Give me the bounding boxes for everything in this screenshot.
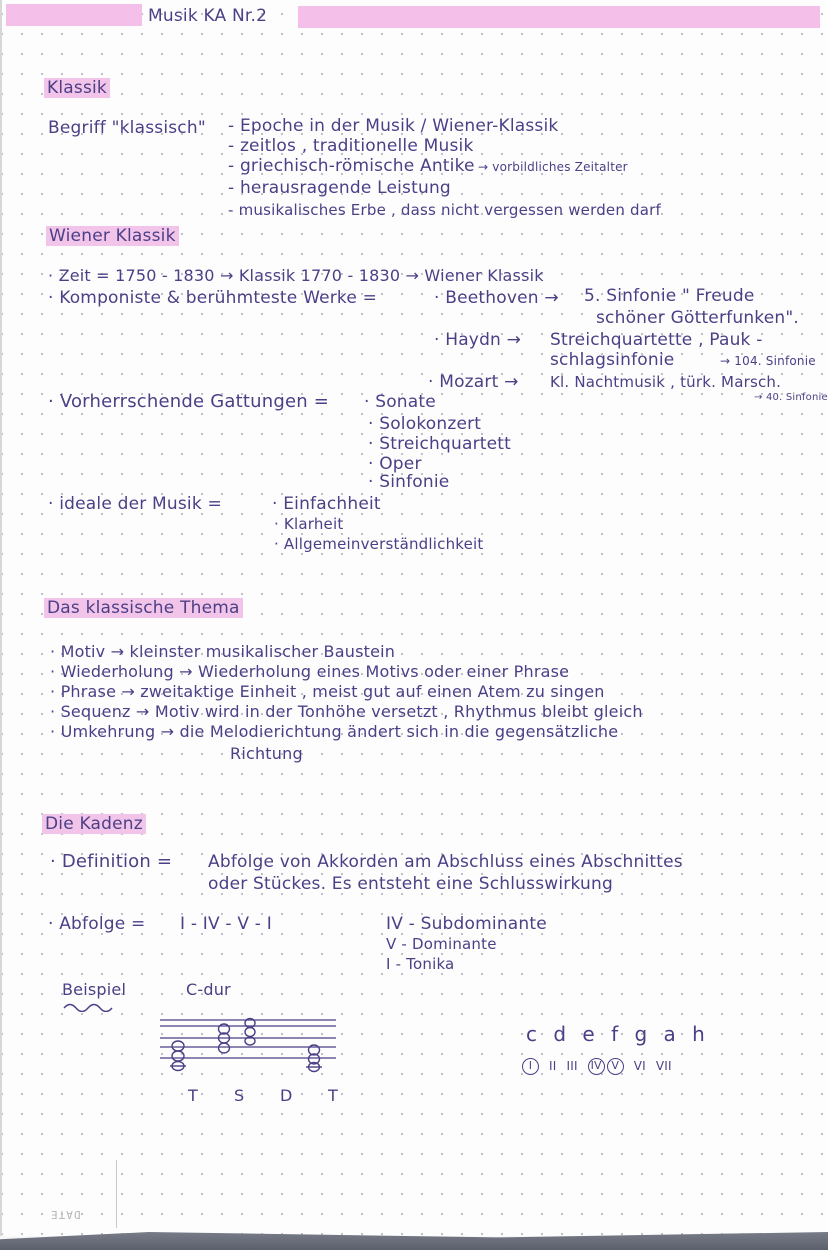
function-dominante: V - Dominante: [386, 935, 497, 953]
page-title: Musik KA Nr.2: [148, 6, 268, 26]
thema-sequenz: · Sequenz → Motiv wird in der Tonhöhe versetzt , Rhythmus bleibt gleich: [50, 702, 643, 721]
komponisten-label: · Komponiste & berühmteste Werke =: [48, 288, 378, 308]
chord-label-t2: T: [328, 1086, 338, 1105]
function-subdominante: IV - Subdominante: [386, 914, 547, 934]
ideale-label: · ideale der Musik =: [48, 494, 222, 514]
thema-umkehrung: · Umkehrung → die Melodierichtung ändert sich in die gegensätzliche: [50, 722, 619, 741]
definition-label: · Definition =: [50, 851, 173, 872]
chord-label-d: D: [280, 1086, 293, 1105]
degree-circled-1: I: [522, 1058, 539, 1075]
degree-7: VII: [655, 1059, 672, 1073]
heading-klassisches-thema: Das klassische Thema: [44, 598, 243, 618]
ideal-einfachheit: · Einfachheit: [272, 494, 381, 514]
chord-label-s: S: [234, 1086, 245, 1105]
definition-line-1: Abfolge von Akkorden am Abschluss eines Abschnittes: [208, 852, 683, 872]
gattung-streichquartett: · Streichquartett: [368, 434, 512, 454]
abfolge-value: I - IV - V - I: [180, 914, 272, 934]
composer-beethoven: · Beethoven →: [434, 288, 559, 308]
gattung-sonate: · Sonate: [364, 392, 436, 412]
ideal-allgemeinverstaendlichkeit: · Allgemeinverständlichkeit: [274, 535, 484, 553]
haydn-note: → 104. Sinfonie: [720, 354, 816, 368]
heading-wiener-klassik: Wiener Klassik: [46, 226, 179, 246]
title-highlight-left: [6, 4, 142, 26]
heading-kadenz: Die Kadenz: [42, 814, 146, 834]
degree-3: III: [566, 1059, 578, 1073]
date-field-divider: [116, 1160, 117, 1228]
thema-phrase: · Phrase → zweitaktige Einheit , meist gut auf einen Atem zu singen: [50, 682, 605, 701]
scale-degrees: [522, 1056, 672, 1076]
begriff-item-1: - Epoche in der Musik / Wiener-Klassik: [228, 116, 559, 136]
gattung-sinfonie: · Sinfonie: [368, 472, 450, 492]
function-tonika: I - Tonika: [386, 955, 455, 973]
composer-mozart: · Mozart →: [428, 372, 519, 392]
thema-motiv: · Motiv → kleinster musikalischer Baustein: [50, 642, 396, 661]
scale-notes: c d e f g a h: [526, 1022, 710, 1046]
begriff-item-5: - musikalisches Erbe , dass nicht vergessen werden darf: [228, 201, 661, 219]
heading-klassik: Klassik: [44, 78, 110, 98]
degree-2: II: [549, 1059, 557, 1073]
begriff-item-3: - griechisch-römische Antike: [228, 156, 475, 176]
begriff-item-4: - herausragende Leistung: [228, 178, 451, 198]
title-highlight-right: [298, 6, 820, 28]
gattung-solokonzert: · Solokonzert: [368, 414, 482, 434]
thema-wiederholung: · Wiederholung → Wiederholung eines Motivs oder einer Phrase: [50, 662, 570, 681]
abfolge-label: · Abfolge =: [48, 914, 146, 934]
composer-haydn: · Haydn →: [434, 330, 522, 350]
begriff-label: Begriff "klassisch": [48, 118, 206, 138]
begriff-item-2: - zeitlos , traditionelle Musik: [228, 136, 474, 156]
degree-6: VI: [633, 1059, 646, 1073]
music-staff-icon: [158, 1016, 338, 1088]
beethoven-work-1: 5. Sinfonie " Freude: [584, 286, 755, 306]
degree-circled-4: IV: [588, 1058, 605, 1075]
antike-note: → vorbildliches Zeitalter: [478, 160, 628, 174]
definition-line-2: oder Stückes. Es entsteht eine Schlusswirkung: [208, 874, 613, 894]
zeit-line: · Zeit = 1750 - 1830 → Klassik 1770 - 1830 → Wiener Klassik: [48, 266, 544, 285]
date-label: DATE: [50, 1208, 81, 1221]
gattung-oper: · Oper: [368, 454, 422, 474]
gattungen-label: · Vorherrschende Gattungen =: [48, 391, 330, 412]
haydn-work-1: Streichquartette , Pauk -: [550, 330, 763, 350]
degree-circled-5: V: [607, 1058, 624, 1075]
haydn-work-2: schlagsinfonie: [550, 350, 675, 370]
beethoven-work-2: schöner Götterfunken".: [596, 308, 799, 328]
mozart-note: → 40. Sinfonie: [754, 392, 828, 403]
wavy-underline-icon: [62, 1000, 122, 1012]
ideal-klarheit: · Klarheit: [274, 515, 344, 533]
chord-label-t1: T: [188, 1086, 198, 1105]
key-label: C-dur: [186, 980, 231, 999]
mozart-work-1: Kl. Nachtmusik , türk. Marsch.: [550, 373, 782, 391]
beispiel-label: Beispiel: [62, 980, 127, 999]
thema-umkehrung-cont: Richtung: [230, 744, 303, 763]
